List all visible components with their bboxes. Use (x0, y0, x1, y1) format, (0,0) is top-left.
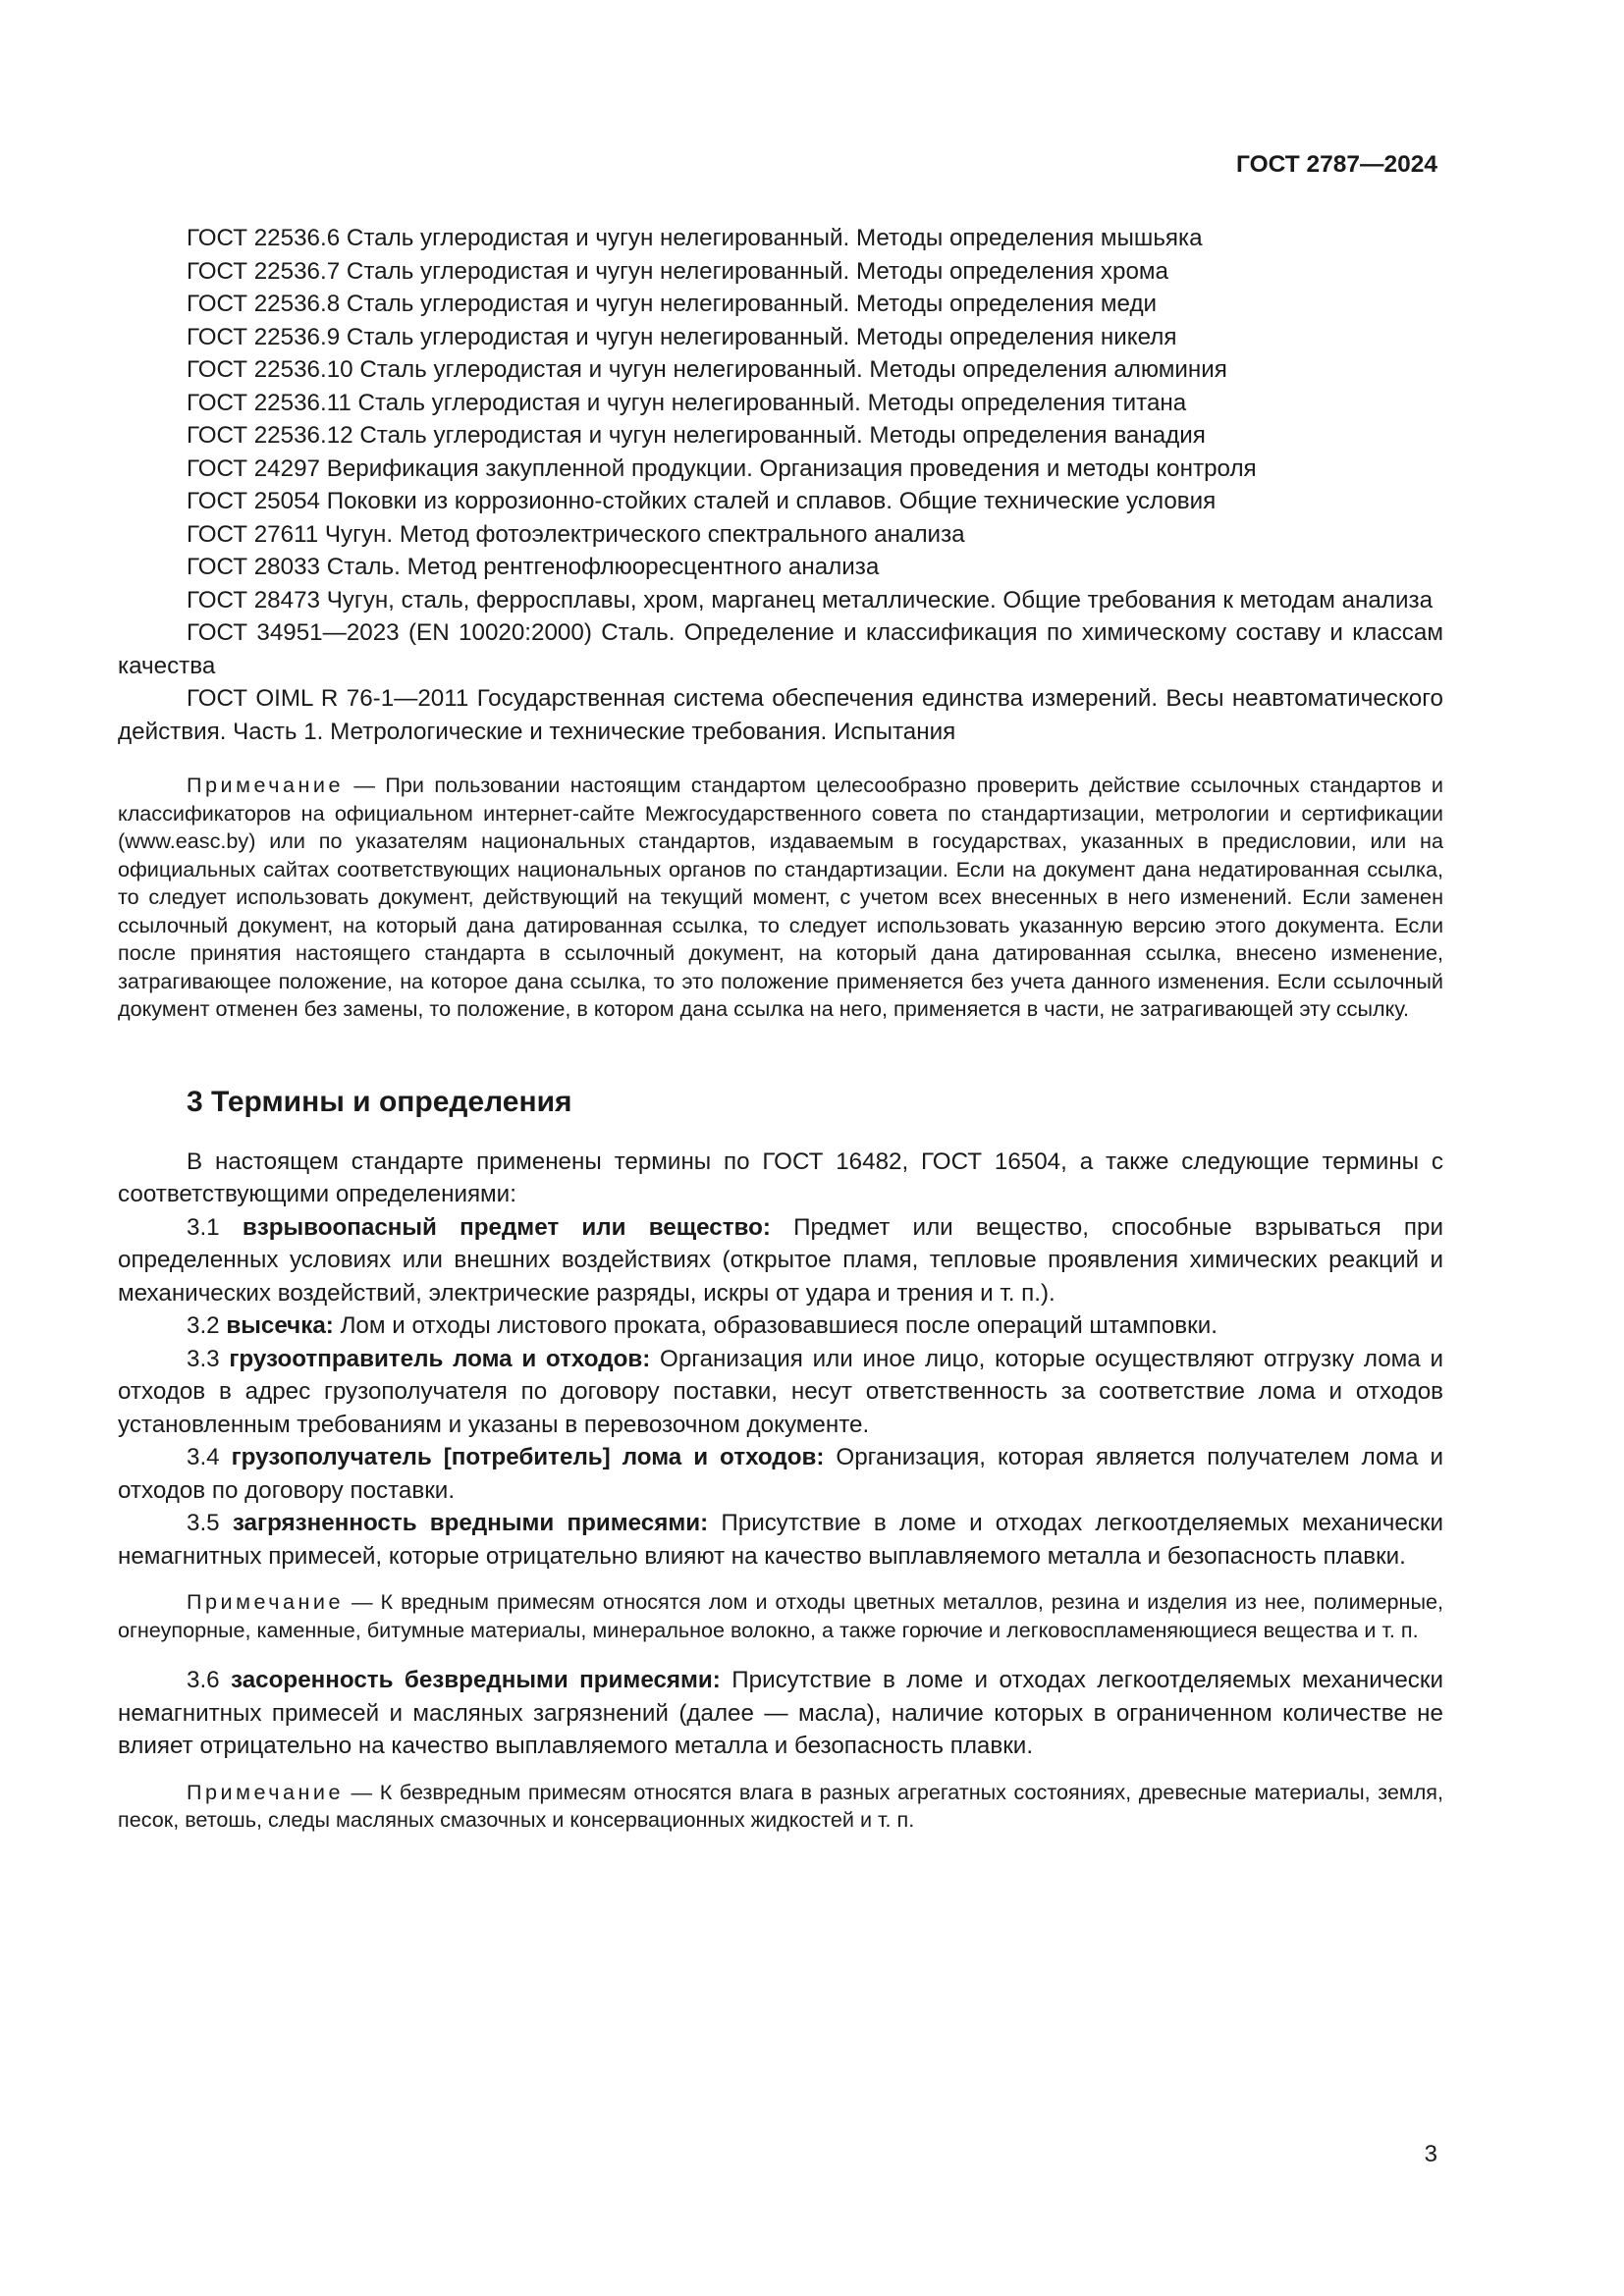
note-text: — При пользовании настоящим стандартом целесообразно проверить действие ссылочных стандартов и классификаторов на официальном интернет-сайте Межгосударственного совета по стандартизации, метрологии и сертификации (www.easc.by) или по указателям национальных стандартов, издаваемым в государствах, указанных в предисловии, или на официальных сайтах соответствующих национальных органов по стандартизации. Если на документ дана недатированная ссылка, то следует использовать документ, действующий на текущий момент, с учетом всех внесенных в него изменений. Если заменен ссылочный документ, на который дана датированная ссылка, то следует использовать указанную версию этого документа. Если после принятия настоящего стандарта в ссылочный документ, на который дана датированная ссылка, внесено изменение, затрагивающее положение, на которое дана ссылка, то это положение применяется без учета данного изменения. Если ссылочный документ отменен без замены, то положение, в котором дана ссылка на него, применяется в части, не затрагивающей эту ссылку. (118, 773, 1443, 1021)
references-note (118, 772, 1443, 1024)
term-note (118, 1779, 1443, 1835)
reference-item: ГОСТ 22536.6 Сталь углеродистая и чугун нелегированный. Методы определения мышьяка (187, 225, 1203, 251)
term-definition (118, 1211, 1443, 1310)
document-header-id: ГОСТ 2787—2024 (1236, 151, 1437, 178)
note-text: — К вредным примесям относятся лом и отходы цветных металлов, резина и изделия из нее, полимерные, огнеупорные, каменные, битумные материалы, минеральное волокно, а также горючие и легковоспламеняющиеся вещества и т. п. (118, 1589, 1443, 1642)
term-note (118, 1588, 1443, 1644)
normative-references-list (118, 222, 1443, 748)
term-definition (118, 1441, 1443, 1507)
section-heading: 3 Термины и определения (187, 1085, 572, 1118)
reference-item: ГОСТ 28033 Сталь. Метод рентгенофлюоресцентного анализа (187, 554, 880, 580)
note-label: Примечание (187, 1589, 344, 1614)
term-name: взрывоопасный предмет или вещество: (242, 1213, 771, 1241)
term-name: высечка: (226, 1312, 334, 1339)
section-intro: В настоящем стандарте применены термины по ГОСТ 16482, ГОСТ 16504, а также следующие термины с соответствующими определениями: (118, 1148, 1443, 1207)
term-text: Организация, которая является получателем лома и отходов по договору поставки. (118, 1444, 1443, 1504)
reference-item: ГОСТ 22536.10 Сталь углеродистая и чугун нелегированный. Методы определения алюминия (187, 356, 1227, 383)
reference-item: ГОСТ 34951—2023 (EN 10020:2000) Сталь. Определение и классификация по химическому составу и классам качества (118, 619, 1443, 679)
note-label: Примечание (187, 773, 344, 797)
term-number: 3.2 (187, 1312, 227, 1339)
term-definition (118, 1309, 1443, 1343)
term-number: 3.3 (187, 1345, 230, 1372)
page-number: 3 (1424, 2141, 1437, 2167)
reference-item: ГОСТ 22536.9 Сталь углеродистая и чугун нелегированный. Методы определения никеля (187, 323, 1177, 350)
reference-item: ГОСТ 28473 Чугун, сталь, ферросплавы, хром, марганец металлические. Общие требования к методам анализа (187, 586, 1434, 614)
term-text: Организация или иное лицо, которые осуществляют отгрузку лома и отходов в адрес грузополучателя по договору поставки, несут ответственность за соответствие лома и отходов установленным требованиям и указаны в перевозочном документе. (118, 1345, 1443, 1438)
term-name: загрязненность вредными примесями: (232, 1510, 709, 1536)
note-text: — К безвредным примесям относятся влага в разных агрегатных состояниях, древесные материалы, земля, песок, ветошь, следы масляных смазочных и консервационных жидкостей и т. п. (118, 1779, 1443, 1832)
term-definition (118, 1664, 1443, 1763)
term-number: 3.6 (187, 1667, 232, 1693)
reference-item: ГОСТ OIML R 76-1—2011 Государственная система обеспечения единства измерений. Весы неавтоматического действия. Часть 1. Метрологические и технические требования. Испытания (118, 685, 1443, 745)
reference-item: ГОСТ 22536.12 Сталь углеродистая и чугун нелегированный. Методы определения ванадия (187, 422, 1206, 449)
term-number: 3.4 (187, 1444, 232, 1470)
term-text: Присутствие в ломе и отходах легкоотделяемых механически немагнитных примесей и масляных загрязнений (далее — масла), наличие которых в ограниченном количестве не влияет отрицательно на качество выплавляемого металла и безопасность плавки. (118, 1667, 1443, 1759)
reference-item: ГОСТ 25054 Поковки из коррозионно-стойких сталей и сплавов. Общие технические условия (187, 488, 1217, 514)
term-text: Присутствие в ломе и отходах легкоотделяемых механически немагнитных примесей, которые отрицательно влияют на качество выплавляемого металла и безопасность плавки. (118, 1510, 1443, 1570)
term-number: 3.1 (187, 1213, 243, 1241)
term-text: Предмет или вещество, способные взрываться при определенных условиях или внешних воздействиях (открытое пламя, тепловые проявления химических реакций и механических воздействий, электрические разряды, искры от удара и трения и т. п.). (118, 1213, 1443, 1307)
reference-item: ГОСТ 22536.7 Сталь углеродистая и чугун нелегированный. Методы определения хрома (187, 257, 1168, 285)
term-name: грузополучатель [потребитель] лома и отходов: (231, 1444, 825, 1470)
reference-item: ГОСТ 22536.11 Сталь углеродистая и чугун нелегированный. Методы определения титана (187, 389, 1187, 416)
term-number: 3.5 (187, 1510, 233, 1536)
note-label: Примечание (187, 1779, 344, 1804)
reference-item: ГОСТ 24297 Верификация закупленной продукции. Организация проведения и методы контроля (187, 454, 1257, 482)
reference-item: ГОСТ 27611 Чугун. Метод фотоэлектрического спектрального анализа (187, 520, 965, 548)
term-definition (118, 1343, 1443, 1442)
term-name: засоренность безвредными примесями: (231, 1667, 721, 1693)
term-text: Лом и отходы листового проката, образовавшиеся после операций штамповки. (333, 1312, 1218, 1339)
term-name: грузоотправитель лома и отходов: (229, 1345, 651, 1372)
term-definition (118, 1507, 1443, 1573)
reference-item: ГОСТ 22536.8 Сталь углеродистая и чугун нелегированный. Методы определения меди (187, 291, 1158, 317)
page-content (118, 222, 1443, 1854)
